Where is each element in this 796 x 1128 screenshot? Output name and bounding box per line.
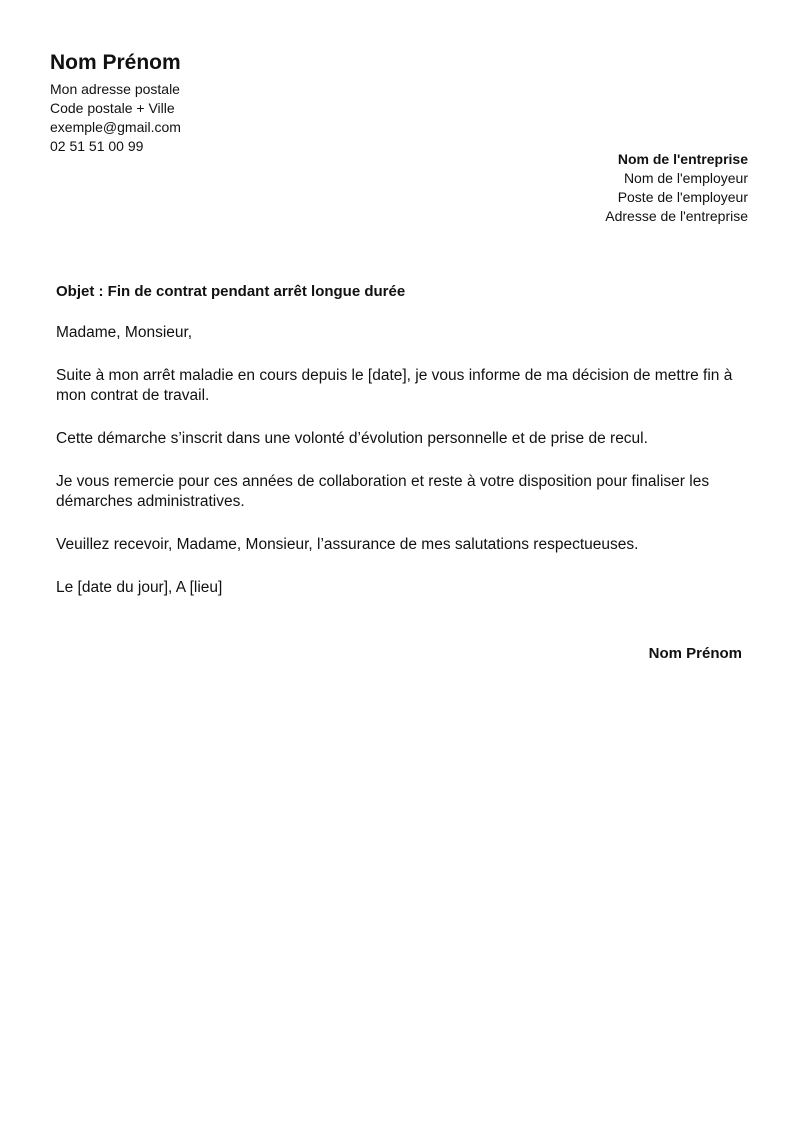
letter-subject: Objet : Fin de contrat pendant arrêt longue durée	[56, 283, 406, 300]
sender-email: exemple@gmail.com	[50, 119, 181, 135]
letter-greeting: Madame, Monsieur,	[56, 324, 193, 341]
recipient-company: Nom de l'entreprise	[617, 151, 748, 167]
recipient-block	[605, 150, 748, 226]
letter-closing: Veuillez recevoir, Madame, Monsieur, l’assurance de mes salutations respectueuses.	[56, 536, 639, 553]
letter-body	[56, 281, 756, 621]
letter-paragraph-3: Je vous remercie pour ces années de collaboration et reste à votre disposition pour finaliser les démarches administratives.	[56, 473, 710, 510]
sender-city: Code postale + Ville	[50, 100, 175, 116]
sender-name: Nom Prénom	[50, 51, 181, 74]
letter-date-place: Le [date du jour], A [lieu]	[56, 579, 223, 596]
recipient-employer-position: Poste de l'employeur	[617, 189, 748, 205]
recipient-employer-name: Nom de l'employeur	[623, 170, 748, 186]
recipient-company-address: Adresse de l'entreprise	[605, 208, 748, 224]
sender-phone: 02 51 51 00 99	[50, 138, 144, 154]
letter-paragraph-1: Suite à mon arrêt maladie en cours depuis le [date], je vous informe de ma décision de mettre fin à mon contrat de travail.	[56, 367, 733, 404]
sender-address: Mon adresse postale	[50, 81, 180, 97]
letter-signature: Nom Prénom	[648, 645, 742, 662]
sender-block	[50, 50, 181, 156]
letter-paragraph-2: Cette démarche s’inscrit dans une volonté d’évolution personnelle et de prise de recul.	[56, 430, 648, 447]
